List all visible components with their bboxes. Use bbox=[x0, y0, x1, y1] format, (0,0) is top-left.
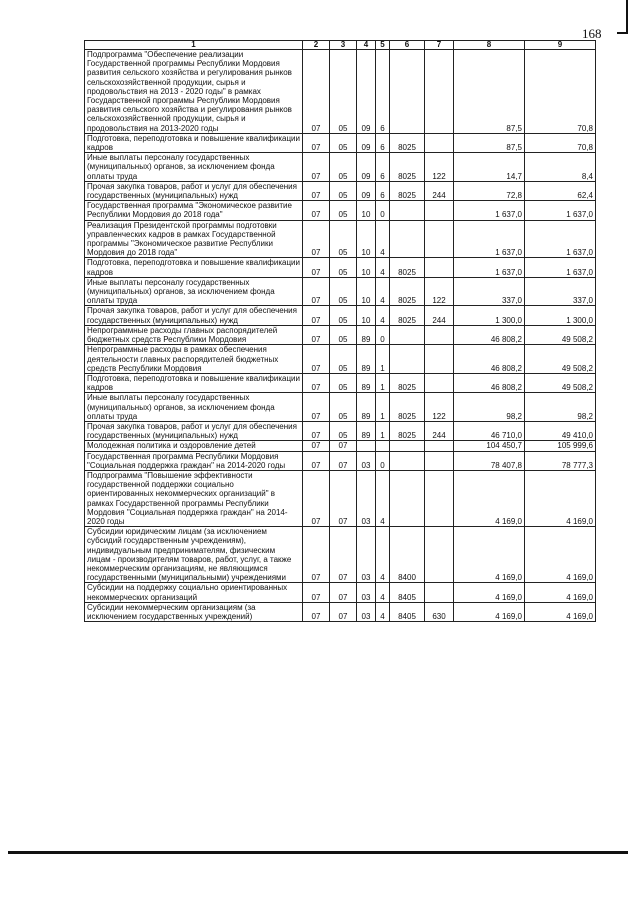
row-col-6 bbox=[390, 50, 425, 134]
row-col-3: 05 bbox=[330, 277, 357, 306]
row-col-9: 4 169,0 bbox=[525, 583, 596, 602]
header-col-4: 4 bbox=[357, 41, 376, 50]
row-col-3: 05 bbox=[330, 201, 357, 220]
row-col-7: 122 bbox=[425, 393, 454, 422]
row-col-2: 07 bbox=[303, 583, 330, 602]
row-col-2: 07 bbox=[303, 470, 330, 526]
row-col-4: 10 bbox=[357, 277, 376, 306]
table-row bbox=[85, 583, 596, 602]
row-col-2: 07 bbox=[303, 451, 330, 470]
header-row bbox=[85, 41, 596, 50]
header-col-8: 8 bbox=[454, 41, 525, 50]
row-col-8: 46 710,0 bbox=[454, 421, 525, 440]
row-col-7 bbox=[425, 441, 454, 451]
row-col-8: 1 300,0 bbox=[454, 306, 525, 325]
row-col-5: 0 bbox=[376, 451, 390, 470]
row-col-6: 8400 bbox=[390, 527, 425, 583]
row-col-3: 07 bbox=[330, 602, 357, 621]
row-col-9: 70,8 bbox=[525, 50, 596, 134]
corner-mark bbox=[626, 0, 628, 34]
row-col-5: 0 bbox=[376, 201, 390, 220]
table-row bbox=[85, 133, 596, 152]
row-col-6: 8405 bbox=[390, 602, 425, 621]
header-col-9: 9 bbox=[525, 41, 596, 50]
row-col-7 bbox=[425, 50, 454, 134]
row-col-4: 89 bbox=[357, 345, 376, 374]
table-row bbox=[85, 527, 596, 583]
row-col-2: 07 bbox=[303, 181, 330, 200]
row-col-3: 05 bbox=[330, 181, 357, 200]
row-col-8: 4 169,0 bbox=[454, 583, 525, 602]
table-row bbox=[85, 153, 596, 182]
row-col-4 bbox=[357, 441, 376, 451]
row-col-6 bbox=[390, 470, 425, 526]
row-name: Иные выплаты персоналу государственных (муниципальных) органов, за исключением фонда оплаты труда bbox=[85, 393, 303, 422]
row-col-8: 78 407,8 bbox=[454, 451, 525, 470]
row-name: Непрограммные расходы в рамках обеспечения деятельности главных распорядителей бюджетных средств Республики Мордовия bbox=[85, 345, 303, 374]
row-col-8: 87,5 bbox=[454, 50, 525, 134]
row-name: Субсидии некоммерческим организациям (за исключением государственных учреждений) bbox=[85, 602, 303, 621]
row-col-2: 07 bbox=[303, 258, 330, 277]
row-col-9: 1 637,0 bbox=[525, 201, 596, 220]
row-name: Государственная программа "Экономическое развитие Республики Мордовия до 2018 года" bbox=[85, 201, 303, 220]
row-col-7: 244 bbox=[425, 181, 454, 200]
row-col-4: 09 bbox=[357, 133, 376, 152]
row-col-4: 10 bbox=[357, 220, 376, 258]
row-col-7 bbox=[425, 527, 454, 583]
row-name: Молодежная политика и оздоровление детей bbox=[85, 441, 303, 451]
row-col-5: 4 bbox=[376, 602, 390, 621]
row-col-5: 4 bbox=[376, 220, 390, 258]
row-col-4: 03 bbox=[357, 470, 376, 526]
row-col-6: 8025 bbox=[390, 277, 425, 306]
row-col-3: 07 bbox=[330, 583, 357, 602]
bottom-rule bbox=[8, 851, 628, 854]
row-col-9: 49 410,0 bbox=[525, 421, 596, 440]
row-col-4: 10 bbox=[357, 201, 376, 220]
row-col-2: 07 bbox=[303, 441, 330, 451]
row-col-9: 98,2 bbox=[525, 393, 596, 422]
row-col-2: 07 bbox=[303, 421, 330, 440]
row-col-9: 70,8 bbox=[525, 133, 596, 152]
header-col-2: 2 bbox=[303, 41, 330, 50]
table-row bbox=[85, 220, 596, 258]
row-col-6: 8405 bbox=[390, 583, 425, 602]
corner-mark-tick bbox=[617, 32, 628, 34]
budget-table bbox=[84, 40, 596, 622]
row-col-9: 1 637,0 bbox=[525, 220, 596, 258]
header-col-1: 1 bbox=[85, 41, 303, 50]
row-col-5: 0 bbox=[376, 325, 390, 344]
row-col-3: 05 bbox=[330, 50, 357, 134]
row-col-4: 10 bbox=[357, 258, 376, 277]
row-col-8: 87,5 bbox=[454, 133, 525, 152]
row-col-4: 09 bbox=[357, 50, 376, 134]
row-col-5: 6 bbox=[376, 50, 390, 134]
row-name: Прочая закупка товаров, работ и услуг для обеспечения государственных (муниципальных) нужд bbox=[85, 306, 303, 325]
row-name: Подготовка, переподготовка и повышение квалификации кадров bbox=[85, 258, 303, 277]
table-header bbox=[85, 41, 596, 50]
row-col-4: 03 bbox=[357, 602, 376, 621]
table-row bbox=[85, 181, 596, 200]
row-name: Реализация Президентской программы подготовки управленческих кадров в рамках Государственной программы "Экономическое развитие Республики Мордовия до 2018 года" bbox=[85, 220, 303, 258]
row-name: Подпрограмма "Обеспечение реализации Государственной программы Республики Мордовия развития сельского хозяйства и регулирования рынков сельскохозяйственной продукции, сырья и продовольствия на 2013 - 2020 годы" в рамках Государственной программы Республики Мордовия развития сельского хозяйства и регулирования рынков сельскохозяйственной продукции, сырья и продовольствия на 2013-2020 годы bbox=[85, 50, 303, 134]
table-row bbox=[85, 345, 596, 374]
row-col-3: 05 bbox=[330, 133, 357, 152]
row-col-4: 09 bbox=[357, 153, 376, 182]
row-col-2: 07 bbox=[303, 220, 330, 258]
row-col-3: 07 bbox=[330, 527, 357, 583]
row-col-5: 4 bbox=[376, 527, 390, 583]
row-col-5: 6 bbox=[376, 153, 390, 182]
row-col-2: 07 bbox=[303, 50, 330, 134]
header-col-5: 5 bbox=[376, 41, 390, 50]
row-name: Прочая закупка товаров, работ и услуг для обеспечения государственных (муниципальных) нужд bbox=[85, 181, 303, 200]
row-col-8: 104 450,7 bbox=[454, 441, 525, 451]
row-col-8: 4 169,0 bbox=[454, 527, 525, 583]
row-col-5 bbox=[376, 441, 390, 451]
row-col-7: 244 bbox=[425, 306, 454, 325]
row-col-6 bbox=[390, 220, 425, 258]
table-row bbox=[85, 306, 596, 325]
row-col-9: 49 508,2 bbox=[525, 345, 596, 374]
row-col-3: 05 bbox=[330, 153, 357, 182]
row-col-9: 4 169,0 bbox=[525, 470, 596, 526]
row-col-2: 07 bbox=[303, 325, 330, 344]
row-col-6: 8025 bbox=[390, 258, 425, 277]
row-col-3: 07 bbox=[330, 441, 357, 451]
table-row bbox=[85, 602, 596, 621]
row-col-3: 07 bbox=[330, 451, 357, 470]
row-col-4: 89 bbox=[357, 393, 376, 422]
row-col-7 bbox=[425, 201, 454, 220]
row-col-5: 1 bbox=[376, 345, 390, 374]
row-col-4: 89 bbox=[357, 373, 376, 392]
row-col-4: 89 bbox=[357, 421, 376, 440]
row-col-5: 4 bbox=[376, 258, 390, 277]
table-row bbox=[85, 50, 596, 134]
row-col-7 bbox=[425, 220, 454, 258]
row-col-6: 8025 bbox=[390, 393, 425, 422]
row-col-5: 6 bbox=[376, 181, 390, 200]
row-col-7 bbox=[425, 133, 454, 152]
row-col-7 bbox=[425, 258, 454, 277]
row-col-5: 4 bbox=[376, 470, 390, 526]
header-col-7: 7 bbox=[425, 41, 454, 50]
table-row bbox=[85, 373, 596, 392]
row-col-7: 244 bbox=[425, 421, 454, 440]
table-row bbox=[85, 470, 596, 526]
row-col-2: 07 bbox=[303, 133, 330, 152]
row-col-6 bbox=[390, 325, 425, 344]
row-col-6: 8025 bbox=[390, 133, 425, 152]
row-col-3: 05 bbox=[330, 258, 357, 277]
row-col-3: 05 bbox=[330, 421, 357, 440]
row-col-2: 07 bbox=[303, 345, 330, 374]
row-col-3: 05 bbox=[330, 306, 357, 325]
row-name: Субсидии на поддержку социально ориентированных некоммерческих организаций bbox=[85, 583, 303, 602]
row-col-9: 49 508,2 bbox=[525, 373, 596, 392]
row-col-8: 4 169,0 bbox=[454, 602, 525, 621]
row-col-2: 07 bbox=[303, 393, 330, 422]
row-col-3: 07 bbox=[330, 470, 357, 526]
row-col-3: 05 bbox=[330, 325, 357, 344]
row-col-8: 72,8 bbox=[454, 181, 525, 200]
row-col-6: 8025 bbox=[390, 373, 425, 392]
row-col-2: 07 bbox=[303, 602, 330, 621]
row-col-6: 8025 bbox=[390, 421, 425, 440]
row-col-9: 1 637,0 bbox=[525, 258, 596, 277]
row-col-6 bbox=[390, 345, 425, 374]
row-col-9: 105 999,6 bbox=[525, 441, 596, 451]
row-col-7: 630 bbox=[425, 602, 454, 621]
row-col-9: 8,4 bbox=[525, 153, 596, 182]
row-col-9: 1 300,0 bbox=[525, 306, 596, 325]
row-col-2: 07 bbox=[303, 373, 330, 392]
row-col-8: 46 808,2 bbox=[454, 373, 525, 392]
row-col-3: 05 bbox=[330, 373, 357, 392]
table-row bbox=[85, 277, 596, 306]
table-body bbox=[85, 50, 596, 622]
row-col-7 bbox=[425, 583, 454, 602]
row-col-7 bbox=[425, 373, 454, 392]
row-col-3: 05 bbox=[330, 393, 357, 422]
row-col-8: 4 169,0 bbox=[454, 470, 525, 526]
row-col-7 bbox=[425, 470, 454, 526]
row-name: Субсидии юридическим лицам (за исключением субсидий государственным учреждениям), индивидуальным предпринимателям, физическим лицам - производителям товаров, работ, услуг, а также некоммерческим организациям, не являющимся государственными (муниципальными) учреждениями bbox=[85, 527, 303, 583]
row-col-2: 07 bbox=[303, 153, 330, 182]
row-col-7 bbox=[425, 325, 454, 344]
row-name: Иные выплаты персоналу государственных (муниципальных) органов, за исключением фонда оплаты труда bbox=[85, 277, 303, 306]
header-col-6: 6 bbox=[390, 41, 425, 50]
table-row bbox=[85, 421, 596, 440]
row-col-2: 07 bbox=[303, 201, 330, 220]
row-col-5: 4 bbox=[376, 583, 390, 602]
row-col-2: 07 bbox=[303, 527, 330, 583]
row-col-7: 122 bbox=[425, 277, 454, 306]
row-col-6: 8025 bbox=[390, 181, 425, 200]
row-col-4: 10 bbox=[357, 306, 376, 325]
table-row bbox=[85, 451, 596, 470]
row-col-5: 1 bbox=[376, 421, 390, 440]
row-col-8: 337,0 bbox=[454, 277, 525, 306]
row-col-8: 14,7 bbox=[454, 153, 525, 182]
row-col-9: 337,0 bbox=[525, 277, 596, 306]
row-col-8: 1 637,0 bbox=[454, 201, 525, 220]
row-col-9: 78 777,3 bbox=[525, 451, 596, 470]
table-row bbox=[85, 258, 596, 277]
row-col-4: 89 bbox=[357, 325, 376, 344]
row-col-9: 62,4 bbox=[525, 181, 596, 200]
row-col-6: 8025 bbox=[390, 153, 425, 182]
row-col-4: 03 bbox=[357, 583, 376, 602]
row-col-7 bbox=[425, 451, 454, 470]
row-col-5: 1 bbox=[376, 373, 390, 392]
row-col-5: 1 bbox=[376, 393, 390, 422]
row-col-8: 98,2 bbox=[454, 393, 525, 422]
row-col-6: 8025 bbox=[390, 306, 425, 325]
row-name: Подготовка, переподготовка и повышение квалификации кадров bbox=[85, 133, 303, 152]
row-name: Государственная программа Республики Мордовия "Социальная поддержка граждан" на 2014-2020 годы bbox=[85, 451, 303, 470]
table-row bbox=[85, 441, 596, 451]
page-number: 168 bbox=[582, 26, 602, 41]
row-name: Непрограммные расходы главных распорядителей бюджетных средств Республики Мордовия bbox=[85, 325, 303, 344]
row-col-4: 03 bbox=[357, 527, 376, 583]
row-name: Подготовка, переподготовка и повышение квалификации кадров bbox=[85, 373, 303, 392]
row-col-8: 46 808,2 bbox=[454, 325, 525, 344]
row-col-8: 46 808,2 bbox=[454, 345, 525, 374]
row-col-9: 49 508,2 bbox=[525, 325, 596, 344]
row-name: Иные выплаты персоналу государственных (муниципальных) органов, за исключением фонда оплаты труда bbox=[85, 153, 303, 182]
row-col-5: 4 bbox=[376, 306, 390, 325]
row-name: Подпрограмма "Повышение эффективности государственной поддержки социально ориентированных некоммерческих организаций" в рамках Государственной программы Республики Мордовия "Социальная поддержка граждан" на 2014-2020 годы bbox=[85, 470, 303, 526]
row-col-7 bbox=[425, 345, 454, 374]
row-col-8: 1 637,0 bbox=[454, 258, 525, 277]
row-col-6 bbox=[390, 451, 425, 470]
row-col-3: 05 bbox=[330, 345, 357, 374]
table-row bbox=[85, 325, 596, 344]
row-col-4: 09 bbox=[357, 181, 376, 200]
row-col-3: 05 bbox=[330, 220, 357, 258]
row-col-4: 03 bbox=[357, 451, 376, 470]
row-col-8: 1 637,0 bbox=[454, 220, 525, 258]
table-row bbox=[85, 393, 596, 422]
table-row bbox=[85, 201, 596, 220]
row-col-9: 4 169,0 bbox=[525, 527, 596, 583]
row-col-9: 4 169,0 bbox=[525, 602, 596, 621]
row-col-6 bbox=[390, 441, 425, 451]
row-col-6 bbox=[390, 201, 425, 220]
row-col-7: 122 bbox=[425, 153, 454, 182]
row-col-2: 07 bbox=[303, 306, 330, 325]
header-col-3: 3 bbox=[330, 41, 357, 50]
row-col-2: 07 bbox=[303, 277, 330, 306]
row-col-5: 4 bbox=[376, 277, 390, 306]
row-name: Прочая закупка товаров, работ и услуг для обеспечения государственных (муниципальных) нужд bbox=[85, 421, 303, 440]
row-col-5: 6 bbox=[376, 133, 390, 152]
